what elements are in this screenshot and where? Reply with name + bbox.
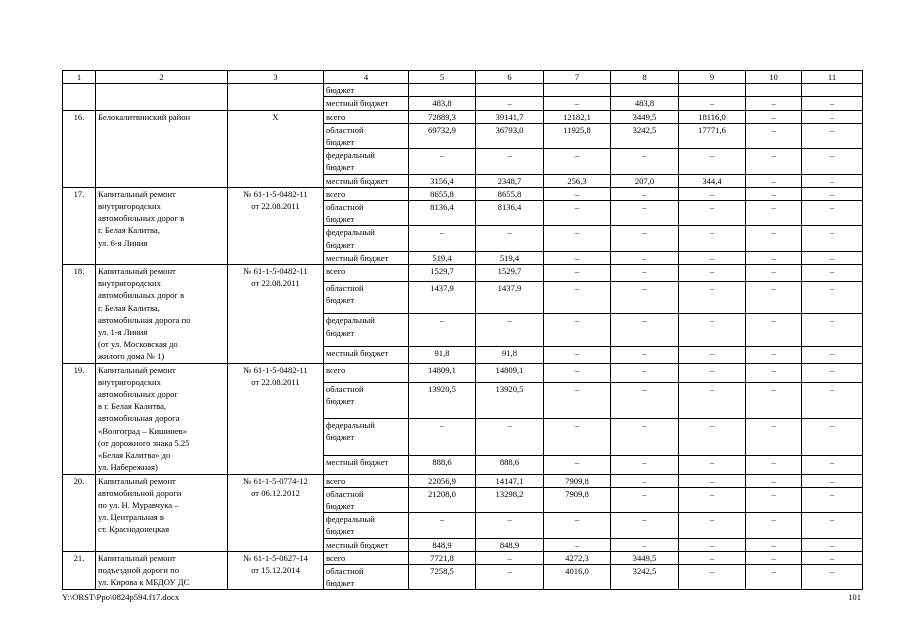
- value-cell: 11925,8: [544, 123, 611, 148]
- funding-source: федеральный бюджет: [324, 149, 409, 174]
- value-cell: –: [746, 346, 802, 363]
- object-name: Капитальный ремонт внутригородских автомобильных дорог в г. Белая Калитва, автомобильная дорога «Волгоград – Кишинев» (от дорожного знака 5.25 «Белая Калитва» до ул. Набережная): [96, 363, 228, 474]
- value-cell: 3449,5: [611, 110, 679, 123]
- header-cell: 2: [96, 71, 228, 84]
- budget-table: [62, 70, 863, 590]
- value-cell: –: [611, 487, 679, 512]
- footer-file-path: Y:\ORST\Ppo\0824p594.f17.docx: [62, 592, 180, 602]
- value-cell: [409, 84, 476, 97]
- value-cell: 519,4: [476, 251, 544, 264]
- value-cell: 4272,3: [544, 551, 611, 564]
- document-reference: № 61-1-5-0482-11 от 22.08.2011: [228, 363, 324, 474]
- value-cell: –: [679, 201, 746, 226]
- page-number: 101: [848, 592, 861, 602]
- value-cell: –: [544, 201, 611, 226]
- value-cell: –: [544, 363, 611, 382]
- funding-source: федеральный бюджет: [324, 419, 409, 455]
- value-cell: 1437,9: [476, 281, 544, 313]
- header-cell: 9: [679, 71, 746, 84]
- value-cell: –: [746, 149, 802, 174]
- value-cell: –: [476, 551, 544, 564]
- value-cell: –: [802, 149, 863, 174]
- value-cell: [611, 84, 679, 97]
- value-cell: 3242,5: [611, 123, 679, 148]
- document-reference: № 61-1-5-0482-11 от 22.08.2011: [228, 187, 324, 264]
- value-cell: –: [746, 174, 802, 187]
- value-cell: –: [802, 538, 863, 551]
- value-cell: 3242,5: [611, 564, 679, 589]
- value-cell: 1529,7: [476, 265, 544, 282]
- value-cell: 14809,1: [409, 363, 476, 382]
- value-cell: –: [611, 281, 679, 313]
- funding-source: местный бюджет: [324, 174, 409, 187]
- value-cell: 13920,5: [476, 382, 544, 418]
- value-cell: –: [679, 474, 746, 487]
- value-cell: –: [544, 226, 611, 251]
- value-cell: –: [746, 265, 802, 282]
- value-cell: –: [679, 97, 746, 110]
- value-cell: –: [802, 226, 863, 251]
- value-cell: 13298,2: [476, 487, 544, 512]
- value-cell: 7721,8: [409, 551, 476, 564]
- entry-number: 18.: [63, 265, 96, 364]
- table-row: [63, 265, 863, 282]
- value-cell: –: [746, 314, 802, 346]
- value-cell: –: [679, 513, 746, 538]
- value-cell: –: [746, 201, 802, 226]
- table-row: [63, 363, 863, 382]
- funding-source: всего: [324, 363, 409, 382]
- funding-source: областной бюджет: [324, 201, 409, 226]
- value-cell: –: [746, 363, 802, 382]
- value-cell: –: [802, 455, 863, 474]
- value-cell: –: [746, 419, 802, 455]
- value-cell: –: [802, 513, 863, 538]
- value-cell: –: [544, 149, 611, 174]
- value-cell: –: [476, 564, 544, 589]
- value-cell: –: [611, 382, 679, 418]
- value-cell: 8655,8: [476, 187, 544, 200]
- value-cell: –: [746, 251, 802, 264]
- table-row: [63, 110, 863, 123]
- value-cell: –: [679, 538, 746, 551]
- value-cell: –: [679, 226, 746, 251]
- value-cell: –: [679, 346, 746, 363]
- value-cell: –: [746, 513, 802, 538]
- value-cell: –: [679, 187, 746, 200]
- value-cell: –: [679, 551, 746, 564]
- value-cell: –: [679, 487, 746, 512]
- object-name: Капитальный ремонт внутригородских автомобильных дорог в г. Белая Калитва, ул. 6-я Линия: [96, 187, 228, 264]
- value-cell: –: [746, 382, 802, 418]
- value-cell: [544, 84, 611, 97]
- header-cell: 5: [409, 71, 476, 84]
- value-cell: –: [611, 474, 679, 487]
- value-cell: –: [802, 564, 863, 589]
- value-cell: –: [544, 382, 611, 418]
- value-cell: 39141,7: [476, 110, 544, 123]
- value-cell: [476, 84, 544, 97]
- value-cell: –: [544, 513, 611, 538]
- header-cell: 1: [63, 71, 96, 84]
- header-cell: 4: [324, 71, 409, 84]
- value-cell: 256,3: [544, 174, 611, 187]
- number-cell: [63, 84, 96, 110]
- object-name: Капитальный ремонт внутригородских автомобильных дорог в г. Белая Калитва, автомобильная дорога по ул. 1-я Линия (от ул. Московская до жилого дома № 1): [96, 265, 228, 364]
- value-cell: 18116,0: [679, 110, 746, 123]
- value-cell: 72889,3: [409, 110, 476, 123]
- value-cell: –: [802, 174, 863, 187]
- value-cell: 344,4: [679, 174, 746, 187]
- object-name: Капитальный ремонт подъездной дороги по ул. Кирова к МБДОУ ДС: [96, 551, 228, 590]
- value-cell: –: [802, 201, 863, 226]
- funding-source: местный бюджет: [324, 346, 409, 363]
- entry-number: 19.: [63, 363, 96, 474]
- value-cell: –: [802, 419, 863, 455]
- value-cell: –: [611, 226, 679, 251]
- value-cell: 3156,4: [409, 174, 476, 187]
- document-cell: [228, 84, 324, 110]
- table-row: [63, 474, 863, 487]
- value-cell: 888,6: [476, 455, 544, 474]
- value-cell: –: [544, 455, 611, 474]
- value-cell: –: [802, 551, 863, 564]
- value-cell: –: [544, 419, 611, 455]
- value-cell: –: [746, 226, 802, 251]
- value-cell: –: [611, 455, 679, 474]
- header-cell: 6: [476, 71, 544, 84]
- value-cell: –: [802, 97, 863, 110]
- entry-number: 16.: [63, 110, 96, 187]
- value-cell: 888,6: [409, 455, 476, 474]
- value-cell: –: [611, 251, 679, 264]
- value-cell: –: [746, 474, 802, 487]
- funding-source: всего: [324, 474, 409, 487]
- value-cell: –: [679, 281, 746, 313]
- value-cell: –: [611, 538, 679, 551]
- value-cell: –: [611, 187, 679, 200]
- value-cell: –: [802, 382, 863, 418]
- value-cell: 12182,1: [544, 110, 611, 123]
- value-cell: –: [544, 265, 611, 282]
- funding-source: всего: [324, 265, 409, 282]
- value-cell: –: [611, 201, 679, 226]
- funding-source: федеральный бюджет: [324, 226, 409, 251]
- object-name-cell: [96, 84, 228, 110]
- value-cell: 848,9: [409, 538, 476, 551]
- value-cell: –: [476, 513, 544, 538]
- value-cell: –: [746, 487, 802, 512]
- value-cell: 21208,0: [409, 487, 476, 512]
- value-cell: 36793,0: [476, 123, 544, 148]
- value-cell: –: [611, 513, 679, 538]
- value-cell: –: [476, 314, 544, 346]
- value-cell: –: [746, 551, 802, 564]
- value-cell: 2348,7: [476, 174, 544, 187]
- value-cell: 3449,5: [611, 551, 679, 564]
- value-cell: 1529,7: [409, 265, 476, 282]
- value-cell: 483,8: [611, 97, 679, 110]
- value-cell: 7909,8: [544, 487, 611, 512]
- value-cell: –: [476, 97, 544, 110]
- funding-source: местный бюджет: [324, 538, 409, 551]
- value-cell: –: [544, 346, 611, 363]
- value-cell: –: [476, 149, 544, 174]
- header-cell: 7: [544, 71, 611, 84]
- value-cell: 207,0: [611, 174, 679, 187]
- value-cell: 7909,8: [544, 474, 611, 487]
- value-cell: 91,8: [409, 346, 476, 363]
- funding-source: областной бюджет: [324, 123, 409, 148]
- funding-source: федеральный бюджет: [324, 513, 409, 538]
- funding-source-cell: бюджет: [324, 84, 409, 97]
- value-cell: –: [802, 363, 863, 382]
- funding-source: областной бюджет: [324, 564, 409, 589]
- table-row: [63, 187, 863, 200]
- value-cell: –: [679, 314, 746, 346]
- value-cell: [679, 84, 746, 97]
- value-cell: –: [679, 251, 746, 264]
- value-cell: [746, 84, 802, 97]
- value-cell: 519,4: [409, 251, 476, 264]
- value-cell: 13920,5: [409, 382, 476, 418]
- value-cell: –: [611, 265, 679, 282]
- value-cell: 8136,4: [409, 201, 476, 226]
- value-cell: 4016,0: [544, 564, 611, 589]
- value-cell: –: [409, 226, 476, 251]
- value-cell: –: [802, 251, 863, 264]
- value-cell: –: [802, 123, 863, 148]
- table-header-row: [63, 71, 863, 84]
- value-cell: [802, 84, 863, 97]
- value-cell: –: [679, 265, 746, 282]
- value-cell: 14809,1: [476, 363, 544, 382]
- value-cell: –: [476, 226, 544, 251]
- value-cell: –: [679, 419, 746, 455]
- object-name: Капитальный ремонт автомобильной дороги по ул. Н. Муравчука – ул. Центральная в ст. Краснодонецкая: [96, 474, 228, 551]
- value-cell: –: [544, 281, 611, 313]
- value-cell: –: [679, 455, 746, 474]
- value-cell: –: [746, 97, 802, 110]
- funding-source: областной бюджет: [324, 281, 409, 313]
- value-cell: –: [409, 513, 476, 538]
- value-cell: 7258,5: [409, 564, 476, 589]
- value-cell: –: [679, 382, 746, 418]
- document-reference: № 61-1-5-0482-11 от 22.08.2011: [228, 265, 324, 364]
- value-cell: –: [746, 281, 802, 313]
- funding-source: всего: [324, 551, 409, 564]
- header-cell: 10: [746, 71, 802, 84]
- entry-number: 20.: [63, 474, 96, 551]
- value-cell: –: [802, 110, 863, 123]
- value-cell: –: [544, 538, 611, 551]
- value-cell: –: [746, 455, 802, 474]
- document-reference: № 61-1-5-0774-12 от 06.12.2012: [228, 474, 324, 551]
- value-cell: –: [802, 346, 863, 363]
- entry-number: 21.: [63, 551, 96, 590]
- funding-source: всего: [324, 187, 409, 200]
- value-cell: 14147,1: [476, 474, 544, 487]
- value-cell: –: [544, 97, 611, 110]
- document-reference: № 61-1-5-0627-14 от 15.12.2014: [228, 551, 324, 590]
- funding-source: областной бюджет: [324, 382, 409, 418]
- value-cell: –: [746, 123, 802, 148]
- value-cell: –: [611, 149, 679, 174]
- value-cell: –: [409, 314, 476, 346]
- object-name: Белокалитвинский район: [96, 110, 228, 187]
- value-cell: –: [802, 265, 863, 282]
- value-cell: –: [409, 149, 476, 174]
- value-cell: –: [802, 281, 863, 313]
- value-cell: –: [476, 419, 544, 455]
- value-cell: –: [679, 363, 746, 382]
- value-cell: –: [802, 314, 863, 346]
- value-cell: –: [746, 110, 802, 123]
- value-cell: –: [802, 487, 863, 512]
- value-cell: –: [611, 419, 679, 455]
- value-cell: 8136,4: [476, 201, 544, 226]
- funding-source: местный бюджет: [324, 251, 409, 264]
- funding-source: местный бюджет: [324, 455, 409, 474]
- value-cell: –: [544, 187, 611, 200]
- funding-source: всего: [324, 110, 409, 123]
- document-reference: Х: [228, 110, 324, 187]
- value-cell: 91,8: [476, 346, 544, 363]
- value-cell: –: [679, 564, 746, 589]
- value-cell: –: [611, 346, 679, 363]
- table-row: [63, 84, 863, 97]
- value-cell: –: [746, 564, 802, 589]
- value-cell: 483,8: [409, 97, 476, 110]
- value-cell: 1437,9: [409, 281, 476, 313]
- header-cell: 3: [228, 71, 324, 84]
- value-cell: –: [544, 314, 611, 346]
- value-cell: 69732,9: [409, 123, 476, 148]
- value-cell: –: [409, 419, 476, 455]
- header-cell: 8: [611, 71, 679, 84]
- entry-number: 17.: [63, 187, 96, 264]
- value-cell: 17771,6: [679, 123, 746, 148]
- funding-source: федеральный бюджет: [324, 314, 409, 346]
- value-cell: –: [802, 474, 863, 487]
- value-cell: –: [544, 251, 611, 264]
- value-cell: 848,9: [476, 538, 544, 551]
- funding-source: областной бюджет: [324, 487, 409, 512]
- value-cell: –: [679, 149, 746, 174]
- value-cell: –: [746, 187, 802, 200]
- value-cell: 22056,9: [409, 474, 476, 487]
- funding-source-cell: местный бюджет: [324, 97, 409, 110]
- value-cell: –: [802, 187, 863, 200]
- value-cell: –: [611, 314, 679, 346]
- value-cell: –: [746, 538, 802, 551]
- value-cell: 8655,8: [409, 187, 476, 200]
- table-row: [63, 551, 863, 564]
- value-cell: –: [611, 363, 679, 382]
- header-cell: 11: [802, 71, 863, 84]
